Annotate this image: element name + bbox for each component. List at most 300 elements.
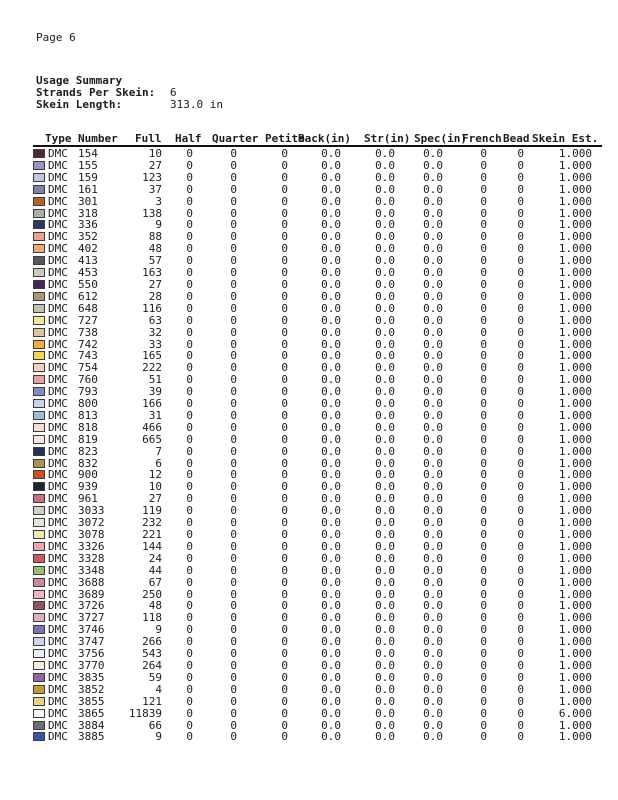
cell-full: 44 bbox=[148, 563, 162, 577]
cell-quarter: 0 bbox=[230, 373, 237, 387]
cell-type: DMC bbox=[48, 706, 68, 720]
cell-french: 0 bbox=[480, 289, 487, 303]
color-swatch bbox=[33, 578, 45, 587]
table-row bbox=[0, 446, 618, 458]
cell-skein-est: 1.000 bbox=[558, 694, 592, 708]
cell-french: 0 bbox=[480, 242, 487, 256]
cell-number: 3884 bbox=[78, 718, 105, 732]
cell-number: 352 bbox=[78, 230, 98, 244]
cell-number: 760 bbox=[78, 373, 98, 387]
cell-quarter: 0 bbox=[230, 182, 237, 196]
cell-skein-est: 1.000 bbox=[558, 456, 592, 470]
cell-skein-est: 1.000 bbox=[558, 563, 592, 577]
cell-bead: 0 bbox=[517, 444, 524, 458]
cell-number: 3078 bbox=[78, 528, 105, 541]
cell-type: DMC bbox=[48, 456, 68, 470]
cell-full: 165 bbox=[142, 349, 162, 363]
cell-skein-est: 1.000 bbox=[558, 587, 592, 601]
cell-half: 0 bbox=[186, 658, 193, 672]
cell-petite: 0 bbox=[281, 301, 288, 315]
cell-number: 939 bbox=[78, 480, 98, 494]
cell-petite: 0 bbox=[281, 325, 288, 339]
cell-back-in: 0.0 bbox=[321, 349, 341, 363]
cell-half: 0 bbox=[186, 194, 193, 208]
cell-back-in: 0.0 bbox=[321, 635, 341, 649]
cell-bead: 0 bbox=[517, 397, 524, 411]
cell-half: 0 bbox=[186, 277, 193, 291]
cell-french: 0 bbox=[480, 575, 487, 589]
cell-quarter: 0 bbox=[230, 682, 237, 696]
cell-type: DMC bbox=[48, 575, 68, 589]
cell-quarter: 0 bbox=[230, 480, 237, 494]
cell-quarter: 0 bbox=[230, 468, 237, 482]
cell-skein-est: 1.000 bbox=[558, 218, 592, 232]
cell-french: 0 bbox=[480, 682, 487, 696]
cell-str-in: 0.0 bbox=[375, 551, 395, 565]
cell-back-in: 0.0 bbox=[321, 182, 341, 196]
cell-back-in: 0.0 bbox=[321, 432, 341, 446]
cell-number: 3770 bbox=[78, 658, 105, 672]
cell-full: 66 bbox=[148, 718, 162, 732]
color-swatch bbox=[33, 304, 45, 313]
cell-full: 163 bbox=[142, 266, 162, 280]
cell-spec-in: 0.0 bbox=[423, 182, 443, 196]
cell-back-in: 0.0 bbox=[321, 706, 341, 720]
cell-half: 0 bbox=[186, 432, 193, 446]
cell-spec-in: 0.0 bbox=[423, 611, 443, 625]
cell-spec-in: 0.0 bbox=[423, 289, 443, 303]
cell-str-in: 0.0 bbox=[375, 539, 395, 553]
cell-bead: 0 bbox=[517, 599, 524, 613]
color-swatch bbox=[33, 185, 45, 194]
cell-full: 118 bbox=[142, 611, 162, 625]
cell-type: DMC bbox=[48, 539, 68, 553]
cell-french: 0 bbox=[480, 254, 487, 268]
cell-half: 0 bbox=[186, 254, 193, 268]
cell-quarter: 0 bbox=[230, 730, 237, 744]
cell-str-in: 0.0 bbox=[375, 444, 395, 458]
cell-back-in: 0.0 bbox=[321, 373, 341, 387]
cell-half: 0 bbox=[186, 575, 193, 589]
cell-number: 823 bbox=[78, 444, 98, 458]
cell-back-in: 0.0 bbox=[321, 539, 341, 553]
cell-str-in: 0.0 bbox=[375, 670, 395, 684]
cell-bead: 0 bbox=[517, 528, 524, 541]
cell-full: 27 bbox=[148, 277, 162, 291]
cell-bead: 0 bbox=[517, 266, 524, 280]
cell-number: 336 bbox=[78, 218, 98, 232]
cell-petite: 0 bbox=[281, 266, 288, 280]
cell-type: DMC bbox=[48, 349, 68, 363]
cell-str-in: 0.0 bbox=[375, 635, 395, 649]
cell-quarter: 0 bbox=[230, 647, 237, 661]
cell-petite: 0 bbox=[281, 147, 288, 160]
cell-half: 0 bbox=[186, 718, 193, 732]
cell-half: 0 bbox=[186, 563, 193, 577]
cell-bead: 0 bbox=[517, 432, 524, 446]
cell-full: 543 bbox=[142, 647, 162, 661]
cell-type: DMC bbox=[48, 408, 68, 422]
cell-number: 402 bbox=[78, 242, 98, 256]
cell-str-in: 0.0 bbox=[375, 301, 395, 315]
cell-petite: 0 bbox=[281, 516, 288, 530]
cell-spec-in: 0.0 bbox=[423, 337, 443, 351]
cell-type: DMC bbox=[48, 266, 68, 280]
cell-skein-est: 1.000 bbox=[558, 516, 592, 530]
cell-quarter: 0 bbox=[230, 444, 237, 458]
cell-french: 0 bbox=[480, 266, 487, 280]
cell-type: DMC bbox=[48, 730, 68, 744]
cell-type: DMC bbox=[48, 635, 68, 649]
cell-petite: 0 bbox=[281, 551, 288, 565]
cell-number: 900 bbox=[78, 468, 98, 482]
cell-half: 0 bbox=[186, 337, 193, 351]
cell-type: DMC bbox=[48, 385, 68, 399]
cell-type: DMC bbox=[48, 170, 68, 184]
color-swatch bbox=[33, 363, 45, 372]
cell-petite: 0 bbox=[281, 456, 288, 470]
cell-str-in: 0.0 bbox=[375, 456, 395, 470]
cell-str-in: 0.0 bbox=[375, 516, 395, 530]
cell-full: 232 bbox=[142, 516, 162, 530]
cell-french: 0 bbox=[480, 492, 487, 506]
cell-spec-in: 0.0 bbox=[423, 373, 443, 387]
cell-spec-in: 0.0 bbox=[423, 670, 443, 684]
cell-spec-in: 0.0 bbox=[423, 313, 443, 327]
cell-bead: 0 bbox=[517, 492, 524, 506]
cell-petite: 0 bbox=[281, 194, 288, 208]
cell-petite: 0 bbox=[281, 373, 288, 387]
cell-spec-in: 0.0 bbox=[423, 266, 443, 280]
cell-number: 3072 bbox=[78, 516, 105, 530]
cell-full: 57 bbox=[148, 254, 162, 268]
cell-quarter: 0 bbox=[230, 206, 237, 220]
cell-number: 453 bbox=[78, 266, 98, 280]
cell-french: 0 bbox=[480, 539, 487, 553]
cell-back-in: 0.0 bbox=[321, 242, 341, 256]
cell-skein-est: 1.000 bbox=[558, 528, 592, 541]
cell-half: 0 bbox=[186, 682, 193, 696]
cell-type: DMC bbox=[48, 587, 68, 601]
cell-full: 11839 bbox=[128, 706, 162, 720]
cell-spec-in: 0.0 bbox=[423, 325, 443, 339]
cell-full: 144 bbox=[142, 539, 162, 553]
cell-quarter: 0 bbox=[230, 337, 237, 351]
cell-petite: 0 bbox=[281, 254, 288, 268]
cell-back-in: 0.0 bbox=[321, 266, 341, 280]
cell-number: 3835 bbox=[78, 670, 105, 684]
cell-quarter: 0 bbox=[230, 170, 237, 184]
color-swatch bbox=[33, 387, 45, 396]
cell-type: DMC bbox=[48, 599, 68, 613]
cell-back-in: 0.0 bbox=[321, 170, 341, 184]
cell-spec-in: 0.0 bbox=[423, 599, 443, 613]
cell-spec-in: 0.0 bbox=[423, 539, 443, 553]
cell-str-in: 0.0 bbox=[375, 170, 395, 184]
cell-skein-est: 1.000 bbox=[558, 230, 592, 244]
cell-number: 813 bbox=[78, 408, 98, 422]
cell-back-in: 0.0 bbox=[321, 420, 341, 434]
cell-full: 9 bbox=[155, 730, 162, 744]
cell-quarter: 0 bbox=[230, 194, 237, 208]
cell-str-in: 0.0 bbox=[375, 349, 395, 363]
cell-full: 222 bbox=[142, 361, 162, 375]
cell-bead: 0 bbox=[517, 539, 524, 553]
usage-table-header bbox=[0, 133, 618, 145]
cell-quarter: 0 bbox=[230, 397, 237, 411]
cell-spec-in: 0.0 bbox=[423, 528, 443, 541]
cell-spec-in: 0.0 bbox=[423, 575, 443, 589]
cell-type: DMC bbox=[48, 206, 68, 220]
cell-back-in: 0.0 bbox=[321, 194, 341, 208]
cell-number: 743 bbox=[78, 349, 98, 363]
cell-skein-est: 1.000 bbox=[558, 623, 592, 637]
cell-french: 0 bbox=[480, 504, 487, 518]
color-swatch bbox=[33, 399, 45, 408]
cell-full: 665 bbox=[142, 432, 162, 446]
cell-half: 0 bbox=[186, 313, 193, 327]
cell-type: DMC bbox=[48, 551, 68, 565]
cell-back-in: 0.0 bbox=[321, 361, 341, 375]
cell-back-in: 0.0 bbox=[321, 551, 341, 565]
cell-half: 0 bbox=[186, 325, 193, 339]
cell-str-in: 0.0 bbox=[375, 468, 395, 482]
cell-full: 116 bbox=[142, 301, 162, 315]
cell-french: 0 bbox=[480, 158, 487, 172]
cell-full: 24 bbox=[148, 551, 162, 565]
cell-french: 0 bbox=[480, 230, 487, 244]
color-swatch bbox=[33, 459, 45, 468]
cell-type: DMC bbox=[48, 147, 68, 160]
skein-length-label: Skein Length: bbox=[36, 98, 123, 111]
cell-bead: 0 bbox=[517, 313, 524, 327]
col-header-full: Full bbox=[135, 132, 162, 145]
cell-type: DMC bbox=[48, 658, 68, 672]
cell-number: 3747 bbox=[78, 635, 105, 649]
cell-spec-in: 0.0 bbox=[423, 408, 443, 422]
cell-type: DMC bbox=[48, 289, 68, 303]
color-swatch bbox=[33, 554, 45, 563]
cell-back-in: 0.0 bbox=[321, 516, 341, 530]
table-row bbox=[0, 696, 618, 708]
cell-half: 0 bbox=[186, 492, 193, 506]
cell-bead: 0 bbox=[517, 170, 524, 184]
color-swatch bbox=[33, 220, 45, 229]
cell-str-in: 0.0 bbox=[375, 420, 395, 434]
cell-french: 0 bbox=[480, 718, 487, 732]
cell-spec-in: 0.0 bbox=[423, 587, 443, 601]
cell-number: 3852 bbox=[78, 682, 105, 696]
cell-spec-in: 0.0 bbox=[423, 277, 443, 291]
cell-type: DMC bbox=[48, 444, 68, 458]
table-row bbox=[0, 315, 618, 327]
col-header-petite: Petite bbox=[265, 132, 305, 145]
cell-back-in: 0.0 bbox=[321, 658, 341, 672]
cell-str-in: 0.0 bbox=[375, 182, 395, 196]
cell-skein-est: 1.000 bbox=[558, 420, 592, 434]
cell-french: 0 bbox=[480, 730, 487, 744]
cell-petite: 0 bbox=[281, 575, 288, 589]
cell-full: 59 bbox=[148, 670, 162, 684]
color-swatch bbox=[33, 506, 45, 515]
color-swatch bbox=[33, 328, 45, 337]
cell-number: 3726 bbox=[78, 599, 105, 613]
cell-skein-est: 1.000 bbox=[558, 539, 592, 553]
cell-half: 0 bbox=[186, 218, 193, 232]
cell-number: 3348 bbox=[78, 563, 105, 577]
cell-quarter: 0 bbox=[230, 504, 237, 518]
cell-full: 6 bbox=[155, 456, 162, 470]
cell-full: 3 bbox=[155, 194, 162, 208]
color-swatch bbox=[33, 601, 45, 610]
cell-petite: 0 bbox=[281, 182, 288, 196]
cell-bead: 0 bbox=[517, 623, 524, 637]
cell-back-in: 0.0 bbox=[321, 647, 341, 661]
cell-number: 159 bbox=[78, 170, 98, 184]
cell-type: DMC bbox=[48, 563, 68, 577]
cell-bead: 0 bbox=[517, 706, 524, 720]
cell-spec-in: 0.0 bbox=[423, 456, 443, 470]
cell-type: DMC bbox=[48, 682, 68, 696]
cell-full: 67 bbox=[148, 575, 162, 589]
cell-french: 0 bbox=[480, 420, 487, 434]
color-swatch bbox=[33, 470, 45, 479]
cell-number: 648 bbox=[78, 301, 98, 315]
cell-petite: 0 bbox=[281, 444, 288, 458]
cell-skein-est: 1.000 bbox=[558, 373, 592, 387]
color-swatch bbox=[33, 375, 45, 384]
cell-half: 0 bbox=[186, 170, 193, 184]
cell-spec-in: 0.0 bbox=[423, 254, 443, 268]
cell-skein-est: 1.000 bbox=[558, 325, 592, 339]
cell-french: 0 bbox=[480, 468, 487, 482]
cell-petite: 0 bbox=[281, 682, 288, 696]
table-row bbox=[0, 172, 618, 184]
skein-length-line bbox=[36, 99, 223, 111]
cell-back-in: 0.0 bbox=[321, 325, 341, 339]
cell-petite: 0 bbox=[281, 539, 288, 553]
cell-spec-in: 0.0 bbox=[423, 397, 443, 411]
cell-skein-est: 1.000 bbox=[558, 147, 592, 160]
cell-bead: 0 bbox=[517, 635, 524, 649]
color-swatch bbox=[33, 697, 45, 706]
cell-quarter: 0 bbox=[230, 456, 237, 470]
cell-petite: 0 bbox=[281, 611, 288, 625]
cell-str-in: 0.0 bbox=[375, 563, 395, 577]
cell-petite: 0 bbox=[281, 635, 288, 649]
cell-skein-est: 1.000 bbox=[558, 337, 592, 351]
cell-skein-est: 1.000 bbox=[558, 277, 592, 291]
cell-skein-est: 1.000 bbox=[558, 182, 592, 196]
cell-half: 0 bbox=[186, 361, 193, 375]
table-row bbox=[0, 327, 618, 339]
cell-quarter: 0 bbox=[230, 658, 237, 672]
usage-summary bbox=[36, 75, 223, 111]
cell-quarter: 0 bbox=[230, 266, 237, 280]
cell-spec-in: 0.0 bbox=[423, 682, 443, 696]
cell-type: DMC bbox=[48, 420, 68, 434]
cell-petite: 0 bbox=[281, 587, 288, 601]
cell-bead: 0 bbox=[517, 206, 524, 220]
cell-skein-est: 1.000 bbox=[558, 170, 592, 184]
cell-type: DMC bbox=[48, 480, 68, 494]
cell-skein-est: 1.000 bbox=[558, 397, 592, 411]
cell-petite: 0 bbox=[281, 694, 288, 708]
cell-str-in: 0.0 bbox=[375, 408, 395, 422]
cell-spec-in: 0.0 bbox=[423, 658, 443, 672]
cell-full: 138 bbox=[142, 206, 162, 220]
cell-bead: 0 bbox=[517, 254, 524, 268]
cell-bead: 0 bbox=[517, 373, 524, 387]
cell-half: 0 bbox=[186, 730, 193, 744]
cell-bead: 0 bbox=[517, 289, 524, 303]
cell-half: 0 bbox=[186, 480, 193, 494]
cell-bead: 0 bbox=[517, 361, 524, 375]
cell-back-in: 0.0 bbox=[321, 575, 341, 589]
cell-quarter: 0 bbox=[230, 289, 237, 303]
color-swatch bbox=[33, 494, 45, 503]
cell-number: 3033 bbox=[78, 504, 105, 518]
cell-bead: 0 bbox=[517, 504, 524, 518]
cell-bead: 0 bbox=[517, 408, 524, 422]
color-swatch bbox=[33, 625, 45, 634]
cell-petite: 0 bbox=[281, 337, 288, 351]
cell-skein-est: 1.000 bbox=[558, 480, 592, 494]
color-swatch bbox=[33, 173, 45, 182]
cell-spec-in: 0.0 bbox=[423, 492, 443, 506]
cell-back-in: 0.0 bbox=[321, 563, 341, 577]
cell-back-in: 0.0 bbox=[321, 468, 341, 482]
cell-back-in: 0.0 bbox=[321, 504, 341, 518]
cell-str-in: 0.0 bbox=[375, 480, 395, 494]
cell-french: 0 bbox=[480, 373, 487, 387]
cell-bead: 0 bbox=[517, 158, 524, 172]
color-swatch bbox=[33, 256, 45, 265]
cell-half: 0 bbox=[186, 670, 193, 684]
cell-type: DMC bbox=[48, 182, 68, 196]
cell-french: 0 bbox=[480, 456, 487, 470]
cell-type: DMC bbox=[48, 313, 68, 327]
cell-str-in: 0.0 bbox=[375, 147, 395, 160]
cell-str-in: 0.0 bbox=[375, 706, 395, 720]
cell-bead: 0 bbox=[517, 301, 524, 315]
cell-petite: 0 bbox=[281, 480, 288, 494]
cell-bead: 0 bbox=[517, 337, 524, 351]
cell-bead: 0 bbox=[517, 587, 524, 601]
cell-number: 3865 bbox=[78, 706, 105, 720]
color-swatch bbox=[33, 197, 45, 206]
cell-spec-in: 0.0 bbox=[423, 551, 443, 565]
color-swatch bbox=[33, 232, 45, 241]
cell-spec-in: 0.0 bbox=[423, 361, 443, 375]
color-swatch bbox=[33, 447, 45, 456]
cell-french: 0 bbox=[480, 147, 487, 160]
cell-back-in: 0.0 bbox=[321, 206, 341, 220]
cell-petite: 0 bbox=[281, 599, 288, 613]
cell-french: 0 bbox=[480, 218, 487, 232]
color-swatch bbox=[33, 340, 45, 349]
cell-spec-in: 0.0 bbox=[423, 706, 443, 720]
cell-type: DMC bbox=[48, 670, 68, 684]
cell-skein-est: 1.000 bbox=[558, 349, 592, 363]
cell-full: 48 bbox=[148, 599, 162, 613]
color-swatch bbox=[33, 613, 45, 622]
cell-skein-est: 1.000 bbox=[558, 158, 592, 172]
cell-petite: 0 bbox=[281, 230, 288, 244]
cell-type: DMC bbox=[48, 647, 68, 661]
cell-half: 0 bbox=[186, 385, 193, 399]
cell-bead: 0 bbox=[517, 516, 524, 530]
